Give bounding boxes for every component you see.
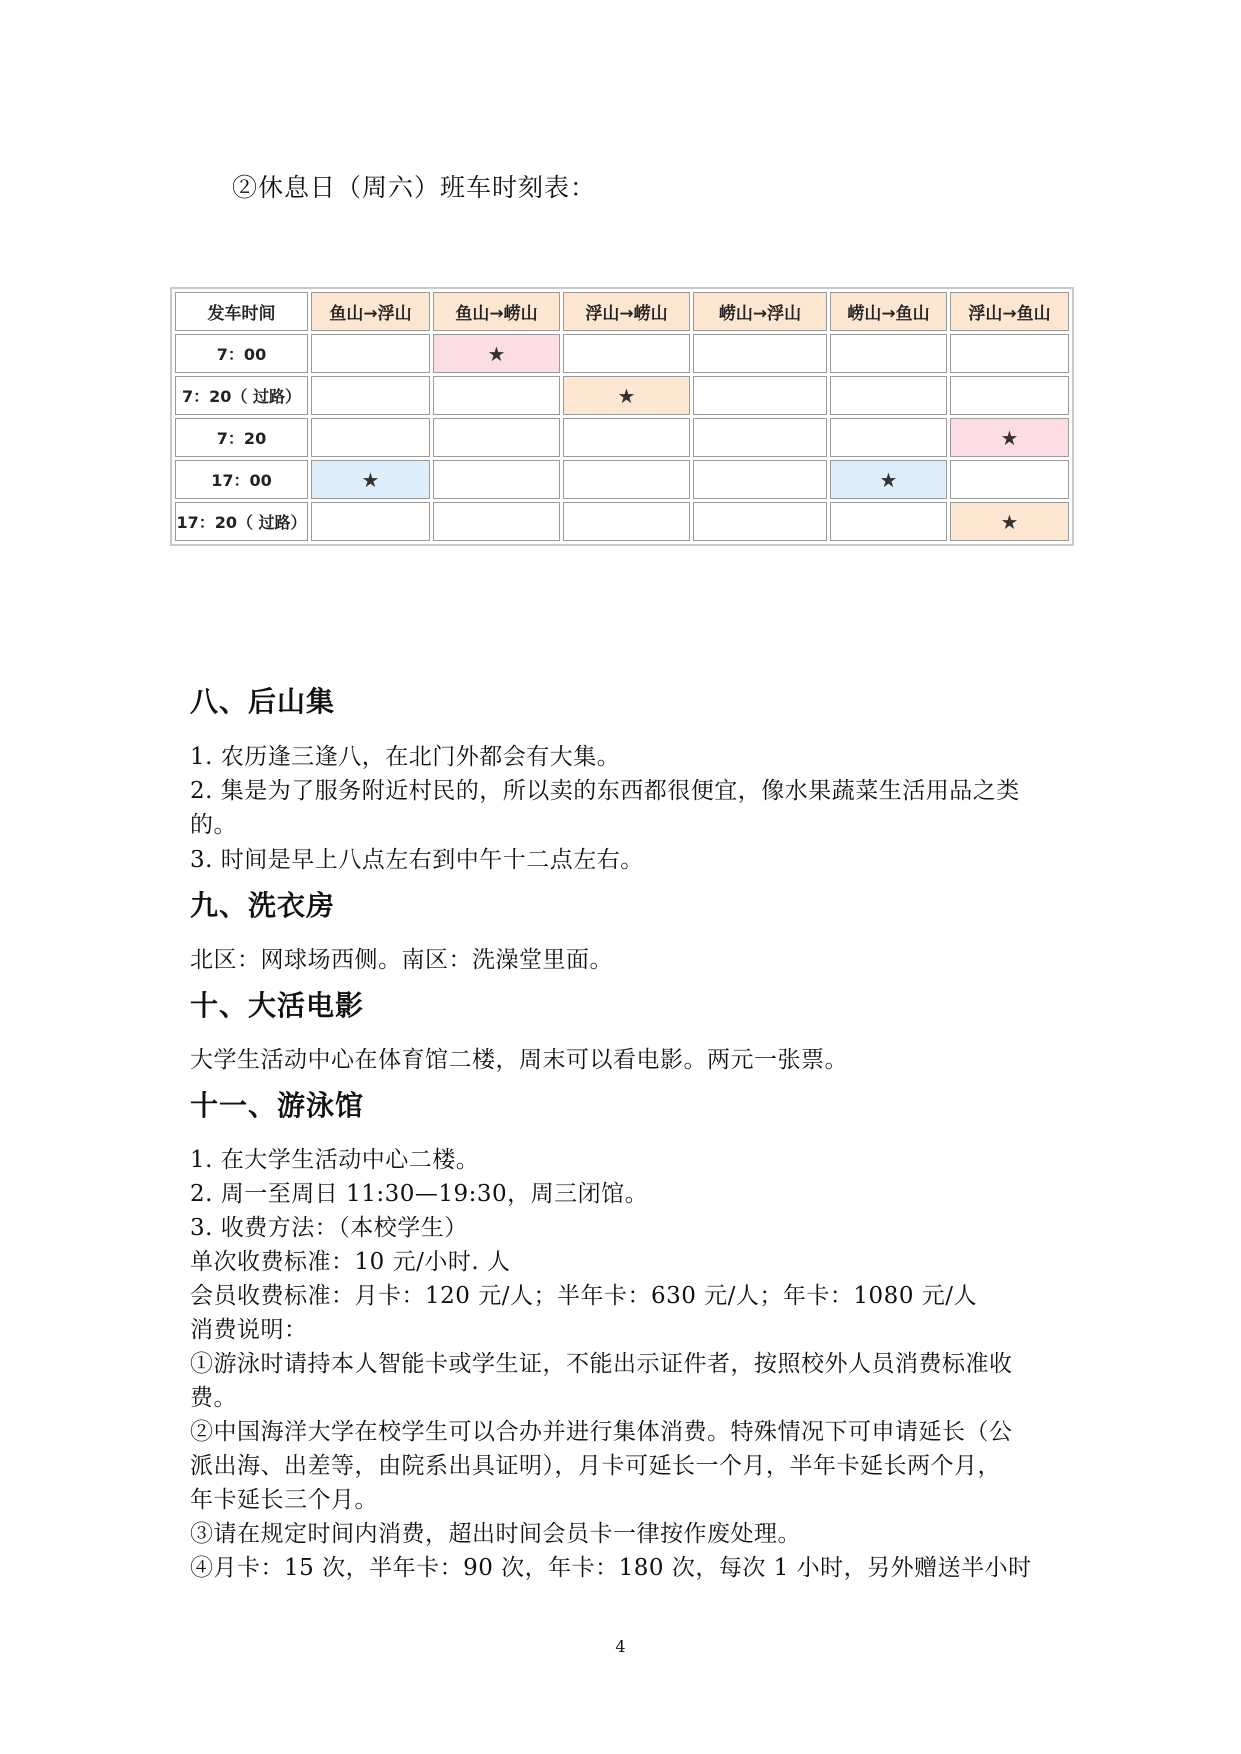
paragraph-line: 的。: [190, 812, 237, 838]
header-route: 浮山→鱼山: [950, 292, 1069, 331]
schedule-cell: [693, 418, 827, 457]
paragraph-line: 大学生活动中心在体育馆二楼，周末可以看电影。两元一张票。: [190, 1047, 848, 1073]
page-number: 4: [615, 1637, 626, 1656]
star-icon: ★: [1000, 425, 1019, 450]
header-route: 崂山→鱼山: [830, 292, 947, 331]
star-icon: ★: [361, 467, 380, 492]
departure-time-cell: 7：20: [175, 418, 308, 457]
schedule-cell: [950, 376, 1069, 415]
header-route: 崂山→浮山: [693, 292, 827, 331]
schedule-cell: [311, 376, 430, 415]
departure-time-cell: 7：00: [175, 334, 308, 373]
schedule-cell: [311, 418, 430, 457]
section-heading-laundry: 九、洗衣房: [190, 889, 336, 922]
schedule-cell: [950, 334, 1069, 373]
paragraph-line: 2. 周一至周日 11:30—19:30，周三闭馆。: [190, 1181, 649, 1207]
paragraph-line: 年卡延长三个月。: [190, 1487, 378, 1513]
schedule-cell: [563, 502, 690, 541]
paragraph-line: 单次收费标准：10 元/小时. 人: [190, 1249, 511, 1275]
table-row: [175, 334, 1069, 373]
schedule-cell: [433, 460, 560, 499]
paragraph-line: 1. 在大学生活动中心二楼。: [190, 1147, 480, 1173]
schedule-cell: [830, 502, 947, 541]
header-route: 浮山→崂山: [563, 292, 690, 331]
schedule-cell: [563, 334, 690, 373]
paragraph-line: ④月卡：15 次，半年卡：90 次，年卡：180 次，每次 1 小时，另外赠送半小时: [190, 1555, 1032, 1581]
table-header-row: [175, 292, 1069, 331]
schedule-cell: [693, 376, 827, 415]
section-heading-market: 八、后山集: [190, 685, 336, 718]
header-route: 鱼山→崂山: [433, 292, 560, 331]
paragraph-line: 派出海、出差等，由院系出具证明），月卡可延长一个月，半年卡延长两个月，: [190, 1453, 1001, 1479]
star-icon: ★: [487, 341, 506, 366]
schedule-cell: [433, 502, 560, 541]
schedule-cell: [830, 334, 947, 373]
table-row: [175, 376, 1069, 415]
schedule-cell: [433, 334, 560, 373]
schedule-cell: [693, 334, 827, 373]
schedule-cell: [563, 376, 690, 415]
paragraph-line: 消费说明：: [190, 1317, 308, 1343]
schedule-cell: [950, 502, 1069, 541]
schedule-cell: [950, 418, 1069, 457]
schedule-cell: [311, 502, 430, 541]
schedule-cell: [693, 502, 827, 541]
schedule-cell: [950, 460, 1069, 499]
paragraph-line: 1. 农历逢三逢八，在北门外都会有大集。: [190, 744, 621, 770]
paragraph-line: 3. 时间是早上八点左右到中午十二点左右。: [190, 847, 644, 873]
paragraph-line: 费。: [190, 1385, 237, 1411]
paragraph-line: 会员收费标准：月卡：120 元/人；半年卡：630 元/人；年卡：1080 元/人: [190, 1283, 978, 1309]
schedule-cell: [830, 376, 947, 415]
departure-time-cell: 17：20（ 过路）: [175, 502, 308, 541]
schedule-cell: [830, 418, 947, 457]
section-heading-movie: 十、大活电影: [190, 989, 365, 1022]
schedule-cell: [693, 460, 827, 499]
header-route: 鱼山→浮山: [311, 292, 430, 331]
departure-time-cell: 7：20（ 过路）: [175, 376, 308, 415]
schedule-cell: [563, 418, 690, 457]
paragraph-line: 北区：网球场西侧。南区：洗澡堂里面。: [190, 947, 613, 973]
schedule-cell: [830, 460, 947, 499]
schedule-cell: [433, 376, 560, 415]
schedule-title: ②休息日（周六）班车时刻表：: [232, 173, 597, 202]
table-row: [175, 502, 1069, 541]
section-heading-pool: 十一、游泳馆: [190, 1089, 365, 1122]
schedule-cell: [311, 334, 430, 373]
table-row: [175, 418, 1069, 457]
paragraph-line: ②中国海洋大学在校学生可以合办并进行集体消费。特殊情况下可申请延长（公: [190, 1419, 1013, 1445]
departure-time-cell: 17：00: [175, 460, 308, 499]
paragraph-line: ③请在规定时间内消费，超出时间会员卡一律按作废处理。: [190, 1521, 801, 1547]
schedule-cell: [311, 460, 430, 499]
star-icon: ★: [617, 383, 636, 408]
paragraph-line: ①游泳时请持本人智能卡或学生证，不能出示证件者，按照校外人员消费标准收: [190, 1351, 1013, 1377]
star-icon: ★: [1000, 509, 1019, 534]
schedule-cell: [563, 460, 690, 499]
header-departure-time: 发车时间: [175, 292, 308, 331]
star-icon: ★: [879, 467, 898, 492]
table-row: [175, 460, 1069, 499]
schedule-cell: [433, 418, 560, 457]
shuttle-schedule-table: [170, 287, 1074, 546]
paragraph-line: 2. 集是为了服务附近村民的，所以卖的东西都很便宜，像水果蔬菜生活用品之类: [190, 778, 1020, 804]
paragraph-line: 3. 收费方法：（本校学生）: [190, 1215, 468, 1241]
